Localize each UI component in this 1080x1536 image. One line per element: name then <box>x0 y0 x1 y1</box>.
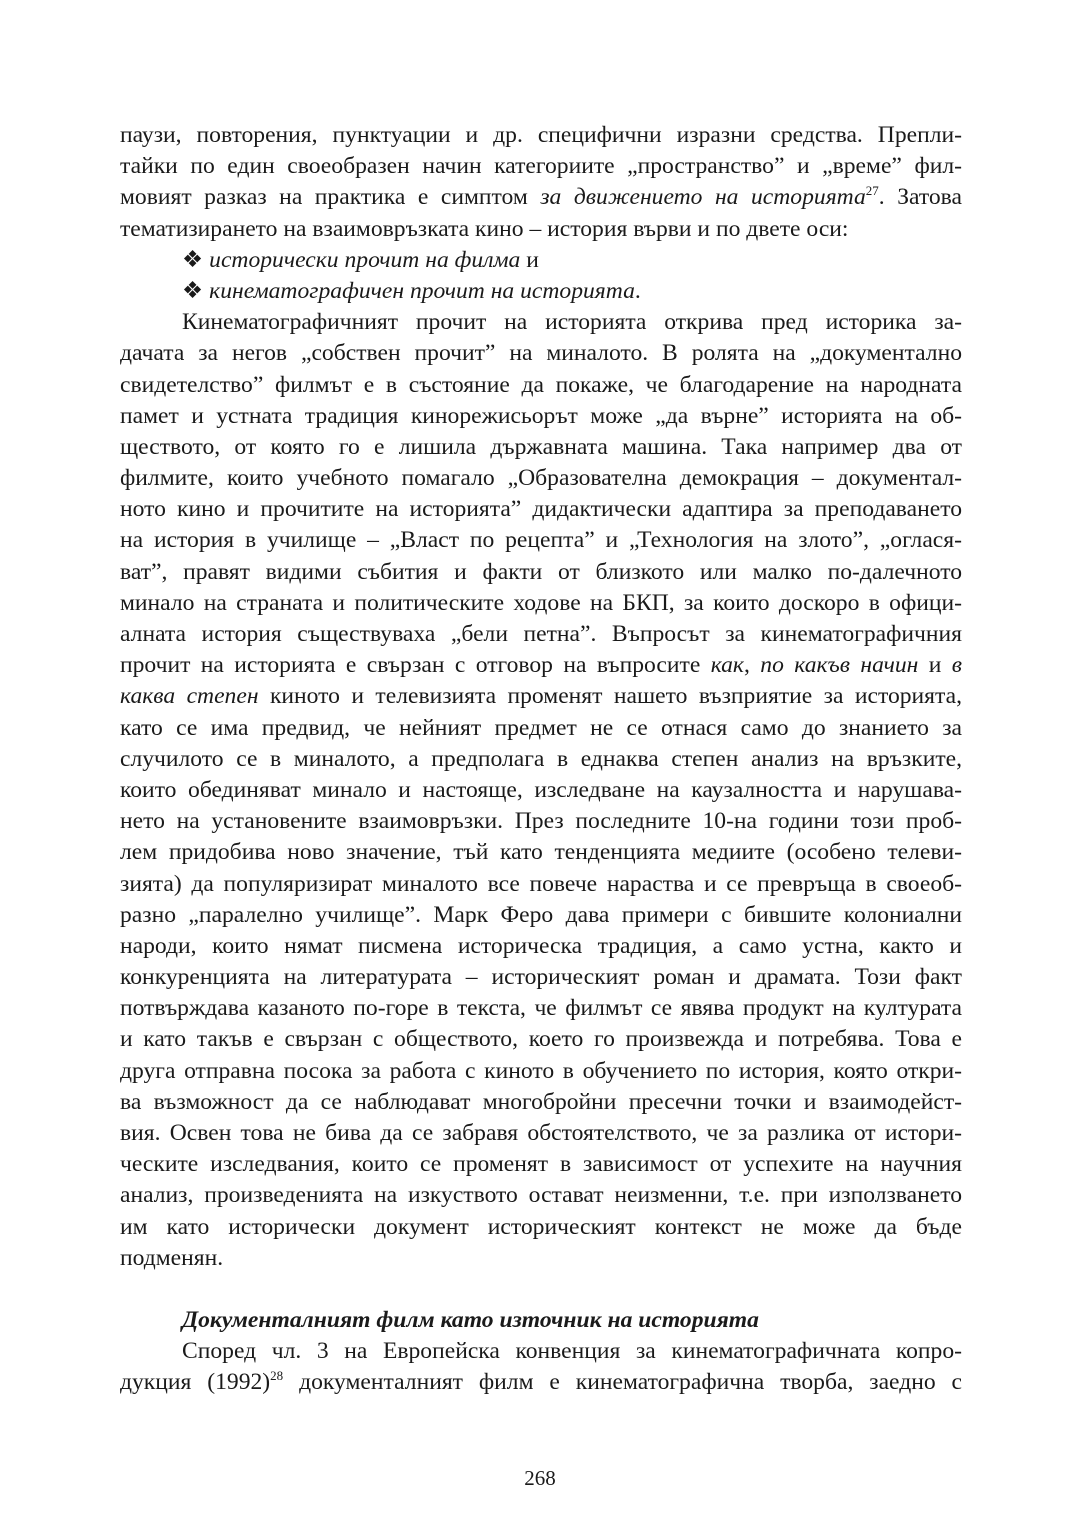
text-segment: тайки по един своеобразен начин категориите „пространство” и „време” фил- <box>120 153 962 180</box>
text-segment: паузи, повторения, пунктуации и др. специфични изразни средства. Препли- <box>120 122 962 148</box>
text-segment: потвърждава казаното по-горе в текста, че филмът се явява продукт на културата <box>120 995 962 1022</box>
italic-text: по какъв начин <box>760 652 919 679</box>
text-segment: минало на страната и политическите ходове на БКП, за които доскоро в офици- <box>120 589 962 616</box>
text-line <box>120 900 962 931</box>
text-segment: мовият разказ на практика е симптом <box>120 184 541 211</box>
text-line <box>120 494 962 525</box>
text-segment: и <box>918 652 952 679</box>
text-segment: които обединяват минало и настояще, изследване на каузалността и нарушава- <box>120 776 962 803</box>
paragraph-first-line <box>120 1336 962 1367</box>
text-line <box>120 806 962 837</box>
text-segment: и като такъв е свързан с обществото, което го произвежда и потребява. Това е <box>120 1026 962 1053</box>
text-segment: вия. Освен това не бива да се забравя обстоятелството, че за разлика от истори- <box>120 1120 962 1146</box>
text-line <box>120 1149 962 1180</box>
body-text <box>120 120 962 1399</box>
text-segment: памет и устната традиция кинорежисьорът може „да върне” историята на об- <box>120 402 962 429</box>
text-segment: на история в училище – „Власт по рецепта” и „Технология на злото”, „оглася- <box>120 527 962 554</box>
text-segment: тематизирането на взаимовръзката кино – история върви и по двете оси: <box>120 215 849 242</box>
text-line <box>120 931 962 962</box>
paragraph-gap <box>120 1274 962 1305</box>
text-line <box>120 214 962 245</box>
text-line <box>120 1243 962 1274</box>
section-heading <box>120 1305 962 1336</box>
italic-text: в <box>951 652 963 679</box>
diamond-bullet-icon: ❖ <box>182 246 204 273</box>
text-line <box>120 713 962 744</box>
text-segment: . Затова <box>878 184 962 211</box>
text-line <box>120 1024 962 1055</box>
text-segment: случилото се в миналото, а предполага в еднаква степен анализ на връзките, <box>120 745 962 772</box>
text-segment: свидетелство” филмът е в състояние да покаже, че благодарение на народната <box>120 371 962 398</box>
paragraph-first-line <box>120 307 962 338</box>
text-line <box>120 1180 962 1211</box>
text-segment: ното кино и прочитите на историята” дидактически адаптира за преподаването <box>120 496 962 523</box>
text-line <box>120 650 962 681</box>
bullet-item <box>120 245 962 276</box>
text-segment: ва възможност да се наблюдават многобройни пресечни точки и взаимодейст- <box>120 1088 962 1115</box>
text-line <box>120 432 962 463</box>
text-segment: киното и телевизията променят нашето възприятие за историята, <box>258 683 963 710</box>
text-segment: алната история съществуваха „бели петна”. Въпросът за кинематографичния <box>120 621 962 647</box>
text-segment: нето на установените взаимовръзки. През последните 10-на години този проб- <box>120 808 962 835</box>
text-segment: народи, които нямат писмена историческа традиция, а само устна, както и <box>120 932 962 959</box>
text-segment: ват”, правят видими събития и факти от близкото или малко по-далечното <box>120 558 962 585</box>
text-line <box>120 1118 962 1149</box>
text-line <box>120 525 962 556</box>
text-line <box>120 962 962 993</box>
text-line <box>120 588 962 619</box>
text-line <box>120 1367 962 1398</box>
text-line <box>120 993 962 1024</box>
text-line <box>120 869 962 900</box>
diamond-bullet-icon: ❖ <box>182 277 204 304</box>
text-segment: им като исторически документ историческият контекст не може да бъде <box>120 1213 962 1240</box>
text-line <box>120 338 962 369</box>
text-segment: лем придобива ново значение, тъй като тенденцията медиите (особено телеви- <box>120 839 962 866</box>
text-line <box>120 619 962 650</box>
text-segment: и <box>520 246 539 273</box>
text-segment: дачата за негов „собствен прочит” на миналото. В ролята на „документално <box>120 340 962 367</box>
text-line <box>120 151 962 182</box>
text-segment: Кинематографичният прочит на историята открива пред историка за- <box>182 309 962 336</box>
text-segment: ческите изследвания, които се променят в зависимост от успехите на научния <box>120 1151 962 1178</box>
text-line <box>120 401 962 432</box>
text-line <box>120 1087 962 1118</box>
text-line <box>120 775 962 806</box>
text-segment: , <box>743 652 761 679</box>
text-segment: подменян. <box>120 1244 224 1271</box>
italic-text: за движението на историята <box>540 184 866 211</box>
text-line <box>120 1212 962 1243</box>
text-segment: друга отправна посока за работа с киното в обучението по история, която откри- <box>120 1057 962 1084</box>
text-line <box>120 370 962 401</box>
text-segment: ществото, от която го е лишила държавната машина. Така например два от <box>120 433 962 460</box>
text-line <box>120 681 962 712</box>
text-segment: документалният филм е кинематографична творба, заедно с <box>283 1369 962 1396</box>
text-line <box>120 120 962 151</box>
text-segment: филмите, които учебното помагало „Образователна демокрация – документал- <box>120 465 962 492</box>
italic-text: кинематографичен прочит на историята <box>209 277 635 304</box>
footnote-ref: 27 <box>865 183 879 199</box>
text-line <box>120 744 962 775</box>
text-line <box>120 557 962 588</box>
text-segment: като се има предвид, че нейният предмет не се отнася само до знанието за <box>120 714 962 741</box>
bullet-item <box>120 276 962 307</box>
italic-text: исторически прочит на филма <box>209 246 521 273</box>
text-segment: дукция (1992) <box>120 1369 271 1396</box>
italic-text: как <box>710 652 744 679</box>
text-line <box>120 182 962 213</box>
text-segment: . <box>634 277 641 304</box>
text-segment: прочит на историята е свързан с отговор на въпросите <box>120 652 711 679</box>
text-segment: зията) да популяризират миналото все повече нараства и се превръща в своеоб- <box>120 870 962 897</box>
text-line <box>120 1056 962 1087</box>
text-segment: Документалният филм като източник на историята <box>182 1306 759 1333</box>
text-segment: конкуренцията на литературата – историческият роман и драмата. Този факт <box>120 964 962 991</box>
italic-text: каква степен <box>120 683 259 710</box>
footnote-ref: 28 <box>270 1368 284 1384</box>
text-line <box>120 463 962 494</box>
text-segment: анализ, произведенията на изкуството остават неизменни, т.е. при използването <box>120 1182 962 1209</box>
text-line <box>120 837 962 868</box>
text-segment: разно „паралелно училище”. Марк Феро дава примери с бившите колониални <box>120 901 962 928</box>
text-segment: Според чл. 3 на Европейска конвенция за кинематографичната копро- <box>182 1338 962 1365</box>
page-number: 268 <box>524 1466 556 1490</box>
